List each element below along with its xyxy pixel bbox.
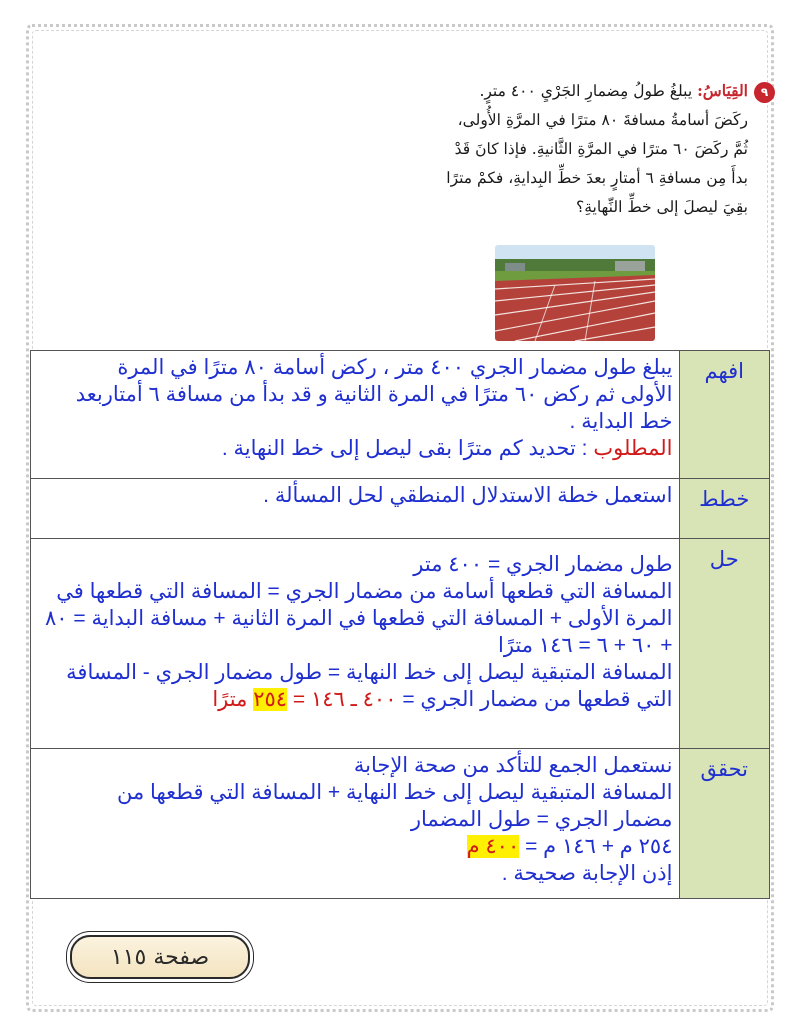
- solution-steps-table: [30, 350, 770, 899]
- plan-text: استعمل خطة الاستدلال المنطقي لحل المسألة .: [263, 484, 673, 507]
- problem-keyword: القِيَاسُ:: [697, 81, 748, 100]
- solve-line-5: المسافة المتبقية ليصل إلى خط النهاية = طول مضمار الجري - المسافة: [66, 661, 673, 684]
- problem-statement: [300, 76, 775, 222]
- problem-line-5: بقِيَ ليصلَ إلى خطِّ النِّهايةِ؟: [575, 198, 748, 216]
- problem-text: يبلغُ طولُ مِضمارِ الجَرْيِ ٤٠٠ مترٍ.: [479, 82, 693, 100]
- check-answer-highlight: ٤٠٠ م: [466, 835, 520, 858]
- check-line-2: المسافة المتبقية ليصل إلى خط النهاية + المسافة التي قطعها من: [116, 781, 673, 804]
- understand-line-4: [45, 435, 673, 462]
- solve-line-4: + ٦٠ + ٦ = ١٤٦ مترًا: [497, 634, 673, 657]
- step-plan-row: [31, 479, 770, 539]
- required-label: المطلوب: [593, 437, 673, 460]
- check-conclusion: إذن الإجابة صحيحة .: [501, 862, 673, 885]
- check-eq-prefix: ٢٥٤ م + ١٤٦ م =: [519, 835, 673, 858]
- solve-last-calc: ٤٠٠ ـ ١٤٦ =: [287, 688, 397, 711]
- solve-answer-unit: مترًا: [212, 688, 254, 711]
- understand-line-1: يبلغ طول مضمار الجري ٤٠٠ متر ، ركض أسامة ٨٠ مترًا في المرة: [117, 356, 673, 379]
- check-line-4: [45, 833, 673, 860]
- solve-answer-highlight: ٢٥٤: [253, 688, 288, 711]
- solve-line-6: [45, 686, 673, 713]
- step-body-solve: [31, 539, 680, 749]
- problem-line-2: ركَضَ أسامةُ مسافةَ ٨٠ مترًا في المرَّةِ الأُولى،: [457, 111, 748, 129]
- page-number-badge: صفحة ١١٥: [70, 935, 250, 979]
- step-check-row: [31, 749, 770, 899]
- check-line-3: مضمار الجري = طول المضمار: [410, 808, 673, 831]
- solve-last-prefix: التي قطعها من مضمار الجري =: [396, 688, 673, 711]
- understand-line-2: الأولى ثم ركض ٦٠ مترًا في المرة الثانية و قد بدأ من مسافة ٦ أمتاربعد: [75, 383, 673, 406]
- step-body-plan: [31, 479, 680, 539]
- solve-line-1: طول مضمار الجري = ٤٠٠ متر: [413, 553, 673, 576]
- problem-line-1: [300, 76, 775, 106]
- step-understand-row: [31, 351, 770, 479]
- step-solve-row: [31, 539, 770, 749]
- understand-line-3: خط البداية .: [569, 410, 673, 433]
- step-body-understand: [31, 351, 680, 479]
- step-label-understand: افهم: [679, 351, 770, 479]
- step-label-check: تحقق: [679, 749, 770, 899]
- check-line-1: نستعمل الجمع للتأكد من صحة الإجابة: [353, 754, 673, 777]
- required-text: : تحديد كم مترًا بقى ليصل إلى خط النهاية .: [221, 437, 594, 460]
- problem-line-3: ثُمَّ ركَضَ ٦٠ مترًا في المرَّةِ الثَّانيةِ. فإذا كانَ قَدْ: [454, 140, 748, 158]
- running-track-photo: [495, 245, 655, 341]
- problem-number-badge: ٩: [754, 82, 775, 103]
- step-label-plan: خطط: [679, 479, 770, 539]
- problem-line-4: بدأَ مِن مسافةِ ٦ أمتارٍ بعدَ خطِّ البِدايةِ، فكمْ مترًا: [446, 169, 748, 187]
- solve-line-2: المسافة التي قطعها أسامة من مضمار الجري = المسافة التي قطعها في: [56, 580, 673, 603]
- solve-line-3: المرة الأولى + المسافة التي قطعها في المرة الثانية + مسافة البداية = ٨٠: [45, 607, 673, 630]
- step-body-check: [31, 749, 680, 899]
- step-label-solve: حل: [679, 539, 770, 749]
